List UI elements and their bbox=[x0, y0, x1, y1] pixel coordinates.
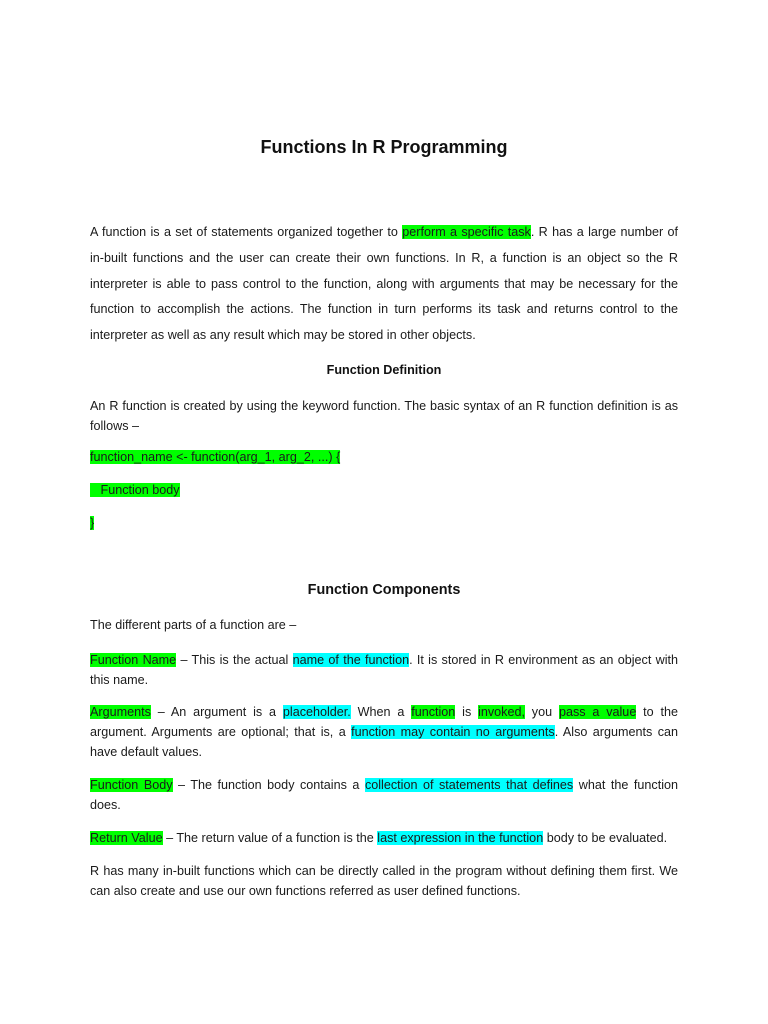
function-definition-heading: Function Definition bbox=[326, 363, 442, 377]
return-text-2: body to be evaluated. bbox=[543, 831, 668, 845]
return-text-1: – The return value of a function is the bbox=[162, 831, 378, 845]
highlight-collection-of-statements: collection of statements that defines bbox=[364, 778, 574, 792]
components-intro: The different parts of a function are – bbox=[90, 618, 297, 632]
term-function-body: Function Body bbox=[90, 778, 173, 792]
component-return-value bbox=[90, 828, 678, 848]
component-function-name bbox=[90, 650, 678, 690]
closing-paragraph: R has many in-built functions which can be directly called in the program without defining them first. We can also create and use our own functions referred as user defined functions. bbox=[90, 864, 678, 898]
intro-text-2: . R has a large number of in-built functions and the user can create their own functions. In R, a function is an object so the R interpreter is able to pass control to the function, along with arguments that may be necessary for the function to accomplish the actions. The function in turn performs its task and returns control to the interpreter as well as any result which may be stored in other objects. bbox=[90, 225, 679, 343]
highlight-pass-a-value: pass a value bbox=[558, 705, 637, 719]
code-line-3 bbox=[90, 515, 94, 531]
term-arguments: Arguments bbox=[90, 705, 151, 719]
component-function-body bbox=[90, 775, 678, 815]
code-line-1 bbox=[90, 449, 340, 465]
highlight-no-arguments: function may contain no arguments bbox=[351, 725, 555, 739]
arguments-text-5: to the argument. Arguments are optional; that is, a bbox=[90, 705, 678, 739]
body-text-1: – The function body contains a bbox=[172, 778, 365, 792]
code-line-3-text: } bbox=[90, 516, 95, 530]
highlight-invoked: invoked, bbox=[478, 705, 525, 719]
body-text-2: what the function does. bbox=[90, 778, 678, 812]
syntax-paragraph: An R function is created by using the keyword function. The basic syntax of an R function definition is as follows – bbox=[90, 399, 678, 433]
highlight-last-expression: last expression in the function bbox=[377, 831, 544, 845]
function-components-heading: Function Components bbox=[307, 582, 461, 598]
arguments-text-1: – An argument is a bbox=[150, 705, 283, 719]
highlight-name-of-function: name of the function bbox=[292, 653, 410, 667]
arguments-text-3: is bbox=[455, 705, 479, 719]
intro-paragraph bbox=[90, 220, 678, 349]
highlight-function: function bbox=[411, 705, 456, 719]
page-title: Functions In R Programming bbox=[260, 137, 508, 157]
arguments-text-4: you bbox=[524, 705, 559, 719]
highlight-placeholder: placeholder. bbox=[282, 705, 351, 719]
term-return-value: Return Value bbox=[90, 831, 163, 845]
name-text-2: . It is stored in R environment as an object with this name. bbox=[90, 653, 678, 687]
code-line-1-text: function_name <- function(arg_1, arg_2, ...) { bbox=[90, 450, 341, 464]
code-line-2 bbox=[90, 482, 180, 498]
code-line-2-text: Function body bbox=[90, 483, 180, 497]
intro-text-1: A function is a set of statements organized together to bbox=[90, 225, 403, 239]
name-text-1: – This is the actual bbox=[176, 653, 293, 667]
arguments-text-2: When a bbox=[350, 705, 412, 719]
component-arguments bbox=[90, 702, 678, 762]
term-function-name: Function Name bbox=[90, 653, 177, 667]
arguments-text-6: . Also arguments can have default values. bbox=[90, 725, 678, 759]
highlight-specific-task: perform a specific task bbox=[402, 225, 531, 239]
